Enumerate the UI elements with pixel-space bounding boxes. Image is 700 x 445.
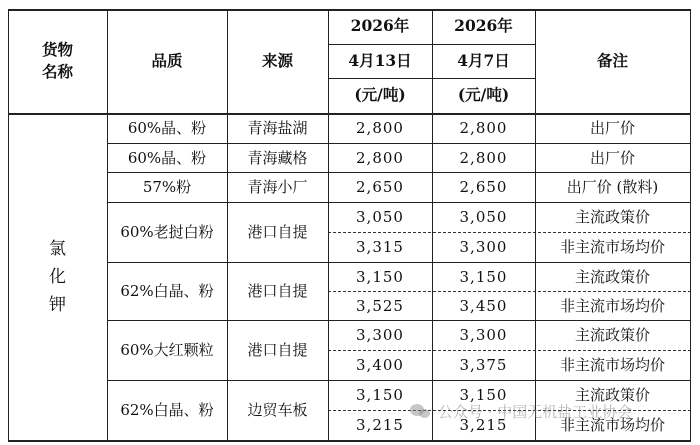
watermark [410,399,632,423]
row-price-col2: 2,650 [459,178,508,196]
group-price-col1: 3,525 [356,296,404,315]
group-remark: 主流政策价 [574,326,650,344]
table-right-border [690,9,691,441]
group-quality: 60%大红颗粒 [120,341,214,359]
row-remark: 出厂价 [589,148,635,167]
group-quality: 62%白晶、粉 [120,282,214,300]
group-price-col2: 3,150 [459,386,508,404]
goods-char: 化 [49,266,66,287]
row-price-col2: 2,800 [459,119,508,137]
row-source: 青海藏格 [247,148,308,167]
goods-name-cell [8,113,107,440]
row-source: 青海盐湖 [247,119,308,137]
row-price-col1: 2,650 [356,178,404,196]
row-quality: 60%晶、粉 [127,119,207,137]
group-remark: 主流政策价 [574,208,650,226]
group-price-col2: 3,300 [459,326,508,344]
header-col1-unit: (元/吨) [354,85,406,105]
header-col1-date: 4月13日 [348,50,412,70]
group-price-col2: 3,300 [459,238,508,256]
row-price-col2: 2,800 [459,148,508,167]
header-source: 来源 [261,50,293,70]
group-price-col1: 3,300 [356,326,404,344]
header-col2-date: 4月7日 [457,50,510,70]
wechat-icon [410,402,432,420]
group-remark: 非主流市场均价 [559,296,665,315]
group-source: 港口自提 [247,223,308,241]
header-col2-year: 2026年 [454,16,513,36]
row-source: 青海小厂 [247,178,308,196]
row-price-col1: 2,800 [356,148,404,167]
group-price-col2: 3,215 [459,416,508,434]
goods-char: 钾 [49,294,66,315]
header-col1-year: 2026年 [350,16,410,36]
row-remark: 出厂价 (散料) [566,178,659,196]
group-price-col1: 3,150 [356,386,404,404]
header-remark: 备注 [596,50,628,70]
row-remark: 出厂价 [589,119,635,137]
group-source: 港口自提 [247,341,308,359]
goods-char: 氯 [49,238,66,259]
group-remark: 主流政策价 [574,386,650,404]
header-col2-unit: (元/吨) [457,85,510,105]
group-price-col2: 3,050 [459,208,508,226]
group-price-col1: 3,315 [356,238,404,256]
group-source: 边贸车板 [247,401,308,419]
group-price-col2: 3,450 [459,296,508,315]
row-price-col1: 2,800 [356,119,404,137]
group-price-col1: 3,215 [356,416,404,434]
group-price-col1: 3,150 [356,267,404,286]
group-remark: 主流政策价 [574,267,650,286]
header-quality: 品质 [151,50,183,70]
group-remark: 非主流市场均价 [559,416,665,434]
row-quality: 57%粉 [142,178,192,196]
table-bottom-border [8,440,691,442]
header-goods-name: 货物名称 [41,40,73,81]
row-quality: 60%晶、粉 [127,148,207,167]
group-price-col1: 3,050 [356,208,404,226]
group-price-col1: 3,400 [356,356,404,374]
group-source: 港口自提 [247,282,308,300]
group-price-col2: 3,150 [459,267,508,286]
group-remark: 非主流市场均价 [559,356,665,374]
group-price-col2: 3,375 [459,356,508,374]
group-quality: 62%白晶、粉 [120,401,214,419]
watermark-text: 公众号 · 中国无机盐工业协会 [438,402,633,421]
group-remark: 非主流市场均价 [559,238,665,256]
group-quality: 60%老挝白粉 [120,223,214,241]
price-table [8,9,691,442]
